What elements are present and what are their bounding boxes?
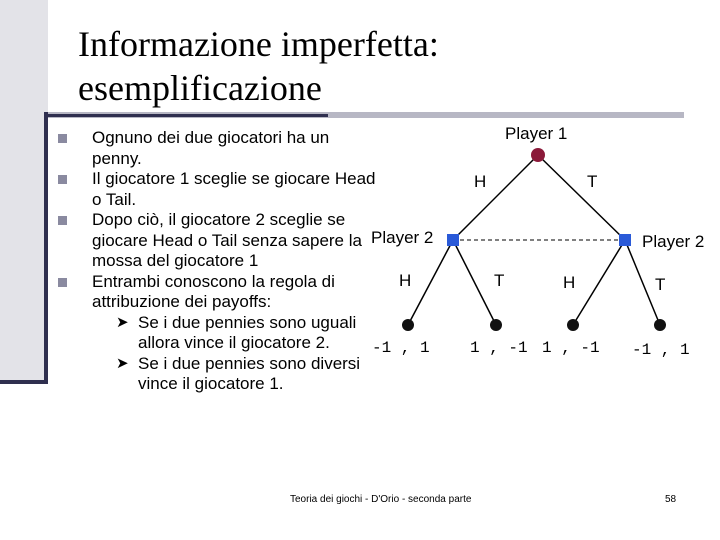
payoff-label: -1 , 1 [372,339,430,357]
leaf-node [567,319,579,331]
leaf-node [490,319,502,331]
leaf-node [402,319,414,331]
arrow-bullet-icon: ➤ [116,313,129,331]
move-label-left-left: H [399,271,412,290]
edge-right-left [573,240,625,325]
leaf-node [654,319,666,331]
move-label-root-left: H [474,172,487,191]
move-label-right-right: T [655,275,666,294]
title-line-1: Informazione imperfetta: [78,24,439,64]
bullet-text: Entrambi conoscono la regola di attribuzione dei payoffs: [92,271,335,311]
payoff-label: 1 , -1 [542,339,600,357]
player2-right-label: Player 2 [642,232,705,251]
payoff-label: 1 , -1 [470,339,528,357]
player2-left-node [447,234,459,246]
footer-text: Teoria dei giochi - D'Orio - seconda parte [290,494,472,505]
move-label-left-right: T [494,271,505,290]
move-label-root-right: T [587,172,598,191]
player2-right-node [619,234,631,246]
payoff-label: -1 , 1 [632,341,690,359]
bullet-text: Dopo ciò, il giocatore 2 sceglie se giocare Head o Tail senza sapere la mossa del giocatore 1 [92,210,362,270]
sub-bullet-text: Se i due pennies sono diversi vince il giocatore 1. [138,353,361,393]
root-player-label: Player 1 [505,124,568,143]
root-node [531,148,545,162]
bullet-text: Il giocatore 1 sceglie se giocare Head o Tail. [92,169,376,209]
edge-root-right [538,155,625,240]
edge-root-left [453,155,538,240]
arrow-bullet-icon: ➤ [116,354,129,372]
move-label-right-left: H [563,273,576,292]
edge-left-right [453,240,496,325]
page-number: 58 [665,494,677,505]
sub-bullet-text: Se i due pennies sono uguali allora vince il giocatore 2. [138,312,357,352]
title-line-2: esemplificazione [78,68,322,108]
bullet-text: Ognuno dei due giocatori ha un penny. [92,128,330,168]
edge-left-left [408,240,453,325]
player2-left-label: Player 2 [371,228,434,247]
